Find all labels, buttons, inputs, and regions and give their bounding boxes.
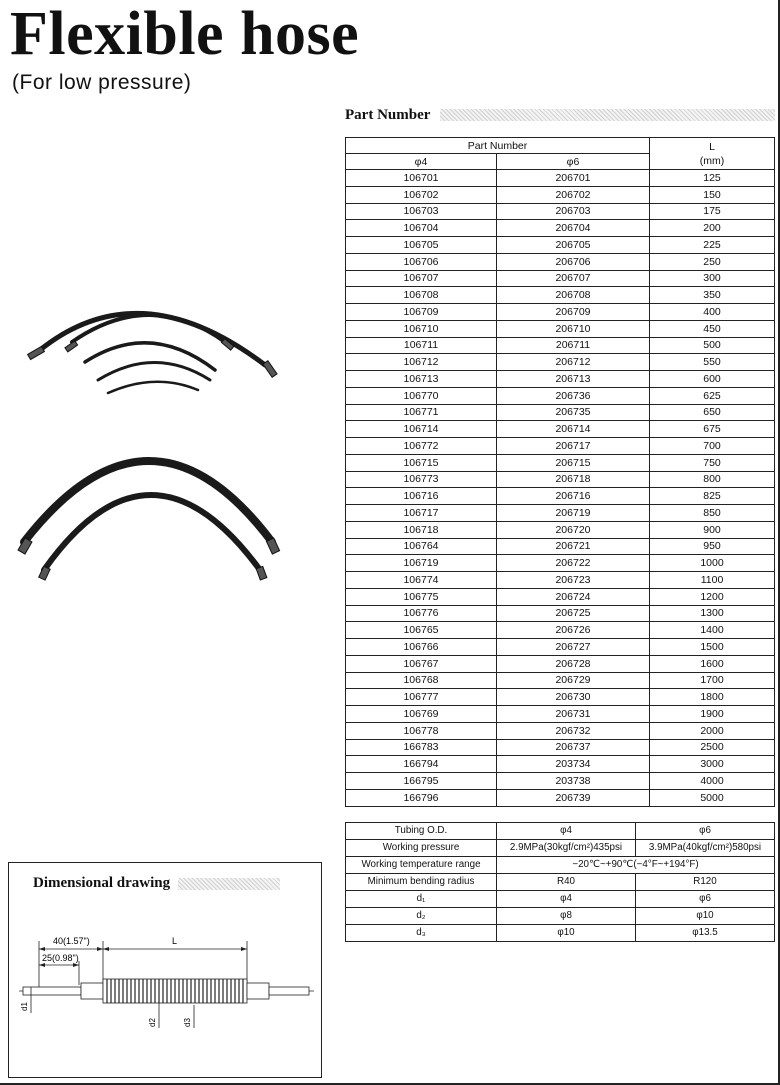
table-row [346, 739, 775, 756]
part-number-phi4-cell: 106774 [346, 572, 497, 589]
table-row [346, 320, 775, 337]
table-row [346, 756, 775, 773]
part-number-phi4-cell: 106768 [346, 672, 497, 689]
section-header-rule [440, 109, 775, 121]
hose-thin-3 [85, 343, 215, 370]
fitting-end [266, 538, 279, 554]
table-row [346, 287, 775, 304]
part-number-phi4-cell: 106719 [346, 555, 497, 572]
length-cell: 350 [650, 287, 775, 304]
table-row [346, 689, 775, 706]
d3-label: d3 [183, 1018, 192, 1027]
part-number-phi4-cell: 106708 [346, 287, 497, 304]
part-number-phi6-cell: 206729 [497, 672, 650, 689]
part-number-phi4-cell: 106707 [346, 270, 497, 287]
spec-value-phi6: φ13.5 [636, 925, 775, 942]
part-number-phi4-cell: 166795 [346, 773, 497, 790]
spec-value-phi4: φ8 [497, 908, 636, 925]
length-cell: 1000 [650, 555, 775, 572]
part-number-phi6-cell: 206706 [497, 253, 650, 270]
length-cell: 600 [650, 371, 775, 388]
part-number-phi6-cell: 206702 [497, 186, 650, 203]
part-number-phi6-cell: 206739 [497, 789, 650, 806]
table-row [346, 253, 775, 270]
spec-value-phi6: φ6 [636, 823, 775, 840]
spec-label: Working pressure [346, 840, 497, 857]
part-number-phi4-cell: 106718 [346, 521, 497, 538]
length-cell: 3000 [650, 756, 775, 773]
length-cell: 1700 [650, 672, 775, 689]
length-cell: 300 [650, 270, 775, 287]
part-number-phi4-cell: 106775 [346, 588, 497, 605]
table-row [346, 488, 775, 505]
fitting-end [263, 361, 277, 378]
spec-label: Working temperature range [346, 857, 497, 874]
length-cell: 250 [650, 253, 775, 270]
part-number-phi6-cell: 206711 [497, 337, 650, 354]
table-row [346, 572, 775, 589]
part-number-table [345, 137, 775, 807]
table-row [346, 471, 775, 488]
part-number-phi4-cell: 106712 [346, 354, 497, 371]
table-row [346, 672, 775, 689]
part-number-phi6-cell: 206721 [497, 538, 650, 555]
length-cell: 150 [650, 186, 775, 203]
spec-row-d1 [346, 891, 775, 908]
table-row [346, 404, 775, 421]
part-number-section-header [345, 104, 775, 126]
spec-value-both: −20℃~+90℃(−4°F~+194°F) [497, 857, 775, 874]
spec-value-phi4: φ4 [497, 823, 636, 840]
part-number-phi4-cell: 166794 [346, 756, 497, 773]
length-cell: 1200 [650, 588, 775, 605]
part-number-phi4-cell: 106711 [346, 337, 497, 354]
part-number-phi6-cell: 203734 [497, 756, 650, 773]
part-number-phi4-cell: 106773 [346, 471, 497, 488]
part-number-phi4-cell: 106705 [346, 237, 497, 254]
dimensional-drawing-header [33, 875, 280, 892]
length-cell: 1600 [650, 655, 775, 672]
length-cell: 825 [650, 488, 775, 505]
table-row [346, 220, 775, 237]
phi6-column-header: φ6 [497, 154, 650, 170]
page-subtitle: (For low pressure) [12, 71, 192, 94]
table-row [346, 438, 775, 455]
length-cell: 5000 [650, 789, 775, 806]
length-cell: 400 [650, 304, 775, 321]
length-cell: 450 [650, 320, 775, 337]
length-cell: 2000 [650, 722, 775, 739]
part-number-phi4-cell: 106766 [346, 639, 497, 656]
table-row [346, 538, 775, 555]
spec-value-phi4: 2.9MPa(30kgf/cm²)435psi [497, 840, 636, 857]
part-number-section-title: Part Number [345, 106, 431, 123]
part-number-phi6-cell: 206707 [497, 270, 650, 287]
part-number-phi4-cell: 106709 [346, 304, 497, 321]
table-row [346, 622, 775, 639]
d1-label: d1 [20, 1002, 29, 1011]
length-cell: 950 [650, 538, 775, 555]
spec-label: d₃ [346, 925, 497, 942]
table-row [346, 555, 775, 572]
part-number-phi4-cell: 106717 [346, 505, 497, 522]
spec-row-tubing-od [346, 823, 775, 840]
table-row [346, 371, 775, 388]
spec-value-phi4: φ10 [497, 925, 636, 942]
part-number-phi4-cell: 106765 [346, 622, 497, 639]
length-cell: 675 [650, 421, 775, 438]
part-number-phi6-cell: 206716 [497, 488, 650, 505]
hose-dimension-diagram [9, 923, 321, 1073]
part-number-table-body [346, 170, 775, 807]
part-number-phi6-cell: 206731 [497, 706, 650, 723]
part-number-phi6-cell: 206705 [497, 237, 650, 254]
part-number-phi4-cell: 106710 [346, 320, 497, 337]
length-cell: 800 [650, 471, 775, 488]
dimension-40-label: 40(1.57") [53, 936, 90, 946]
spec-value-phi6: R120 [636, 874, 775, 891]
table-row [346, 773, 775, 790]
part-number-phi4-cell: 166783 [346, 739, 497, 756]
part-number-phi6-cell: 206724 [497, 588, 650, 605]
length-cell: 4000 [650, 773, 775, 790]
part-number-phi4-cell: 106714 [346, 421, 497, 438]
length-cell: 700 [650, 438, 775, 455]
part-number-phi6-cell: 203738 [497, 773, 650, 790]
part-number-phi6-cell: 206735 [497, 404, 650, 421]
table-row [346, 789, 775, 806]
part-number-phi4-cell: 106764 [346, 538, 497, 555]
table-row [346, 387, 775, 404]
table-row [346, 186, 775, 203]
spec-label: d₁ [346, 891, 497, 908]
part-number-phi4-cell: 106713 [346, 371, 497, 388]
length-cell: 500 [650, 337, 775, 354]
part-number-phi4-cell: 106770 [346, 387, 497, 404]
part-number-group-header: Part Number [346, 138, 650, 154]
part-number-phi6-cell: 206718 [497, 471, 650, 488]
spec-row-working-pressure [346, 840, 775, 857]
spec-value-phi4: φ4 [497, 891, 636, 908]
length-cell: 625 [650, 387, 775, 404]
table-row [346, 505, 775, 522]
dimension-L-label: L [172, 936, 178, 946]
length-cell: 550 [650, 354, 775, 371]
part-number-phi6-cell: 206715 [497, 454, 650, 471]
table-row [346, 270, 775, 287]
fitting-end [256, 566, 267, 580]
part-number-phi4-cell: 106776 [346, 605, 497, 622]
spec-table [345, 822, 775, 942]
length-cell: 125 [650, 170, 775, 187]
length-cell: 2500 [650, 739, 775, 756]
table-row [346, 354, 775, 371]
part-number-phi6-cell: 206723 [497, 572, 650, 589]
part-number-phi6-cell: 206701 [497, 170, 650, 187]
table-row [346, 337, 775, 354]
spec-row-min-bending-radius [346, 874, 775, 891]
part-number-phi6-cell: 206712 [497, 354, 650, 371]
spec-row-d3 [346, 925, 775, 942]
part-number-phi6-cell: 206708 [497, 287, 650, 304]
length-cell: 650 [650, 404, 775, 421]
part-number-phi4-cell: 106769 [346, 706, 497, 723]
section-header-rule [178, 878, 280, 890]
length-header-unit: (mm) [699, 154, 725, 167]
dimension-25-label: 25(0.98") [42, 953, 79, 963]
part-number-phi4-cell: 106706 [346, 253, 497, 270]
dimensional-drawing-panel [8, 862, 322, 1078]
part-number-phi4-cell: 106703 [346, 203, 497, 220]
length-cell: 200 [650, 220, 775, 237]
phi4-column-header: φ4 [346, 154, 497, 170]
part-number-phi6-cell: 206732 [497, 722, 650, 739]
flexible-hose-photo [10, 280, 310, 600]
part-number-phi4-cell: 106716 [346, 488, 497, 505]
length-cell: 900 [650, 521, 775, 538]
part-number-phi6-cell: 206704 [497, 220, 650, 237]
dimensional-drawing-title: Dimensional drawing [33, 875, 171, 891]
hose-thin-4 [98, 363, 210, 381]
length-cell: 225 [650, 237, 775, 254]
length-cell: 1500 [650, 639, 775, 656]
length-cell: 1300 [650, 605, 775, 622]
part-number-phi4-cell: 106771 [346, 404, 497, 421]
table-row [346, 237, 775, 254]
page-title: Flexible hose [10, 0, 360, 68]
hose-thick-1 [24, 461, 272, 542]
part-number-phi6-cell: 206728 [497, 655, 650, 672]
part-number-phi4-cell: 106715 [346, 454, 497, 471]
spec-value-phi6: 3.9MPa(40kgf/cm²)580psi [636, 840, 775, 857]
part-number-phi6-cell: 206710 [497, 320, 650, 337]
table-row [346, 588, 775, 605]
table-row [346, 655, 775, 672]
table-row [346, 203, 775, 220]
spec-label: d₂ [346, 908, 497, 925]
part-number-phi6-cell: 206737 [497, 739, 650, 756]
hose-thick-2 [44, 495, 260, 570]
table-row [346, 170, 775, 187]
spec-row-d2 [346, 908, 775, 925]
part-number-phi6-cell: 206726 [497, 622, 650, 639]
length-cell: 1100 [650, 572, 775, 589]
spec-value-phi6: φ6 [636, 891, 775, 908]
table-row [346, 454, 775, 471]
spec-value-phi4: R40 [497, 874, 636, 891]
part-number-phi4-cell: 106704 [346, 220, 497, 237]
spec-row-working-temperature [346, 857, 775, 874]
part-number-phi4-cell: 166796 [346, 789, 497, 806]
hose-thin-5 [108, 382, 198, 393]
part-number-phi6-cell: 206703 [497, 203, 650, 220]
length-cell: 1400 [650, 622, 775, 639]
fitting-end [18, 538, 32, 554]
part-number-phi4-cell: 106772 [346, 438, 497, 455]
part-number-phi6-cell: 206736 [497, 387, 650, 404]
length-cell: 1900 [650, 706, 775, 723]
part-number-phi6-cell: 206725 [497, 605, 650, 622]
part-number-phi6-cell: 206719 [497, 505, 650, 522]
spec-label: Tubing O.D. [346, 823, 497, 840]
part-number-phi6-cell: 206714 [497, 421, 650, 438]
part-number-phi6-cell: 206709 [497, 304, 650, 321]
part-number-phi4-cell: 106777 [346, 689, 497, 706]
part-number-phi6-cell: 206727 [497, 639, 650, 656]
table-row [346, 706, 775, 723]
table-row [346, 605, 775, 622]
d2-label: d2 [148, 1018, 157, 1027]
part-number-phi6-cell: 206713 [497, 371, 650, 388]
length-cell: 1800 [650, 689, 775, 706]
fitting-end [39, 566, 50, 580]
part-number-phi4-cell: 106778 [346, 722, 497, 739]
fitting-end [28, 346, 45, 359]
part-number-phi6-cell: 206722 [497, 555, 650, 572]
part-number-phi6-cell: 206720 [497, 521, 650, 538]
spec-value-phi6: φ10 [636, 908, 775, 925]
table-row [346, 722, 775, 739]
length-column-header [650, 138, 775, 170]
part-number-phi4-cell: 106702 [346, 186, 497, 203]
table-row [346, 521, 775, 538]
part-number-phi6-cell: 206730 [497, 689, 650, 706]
length-cell: 850 [650, 505, 775, 522]
spec-label: Minimum bending radius [346, 874, 497, 891]
part-number-phi4-cell: 106701 [346, 170, 497, 187]
length-header-label: L [709, 140, 715, 153]
length-cell: 175 [650, 203, 775, 220]
table-row [346, 304, 775, 321]
part-number-phi4-cell: 106767 [346, 655, 497, 672]
part-number-phi6-cell: 206717 [497, 438, 650, 455]
table-row [346, 639, 775, 656]
table-row [346, 421, 775, 438]
length-cell: 750 [650, 454, 775, 471]
